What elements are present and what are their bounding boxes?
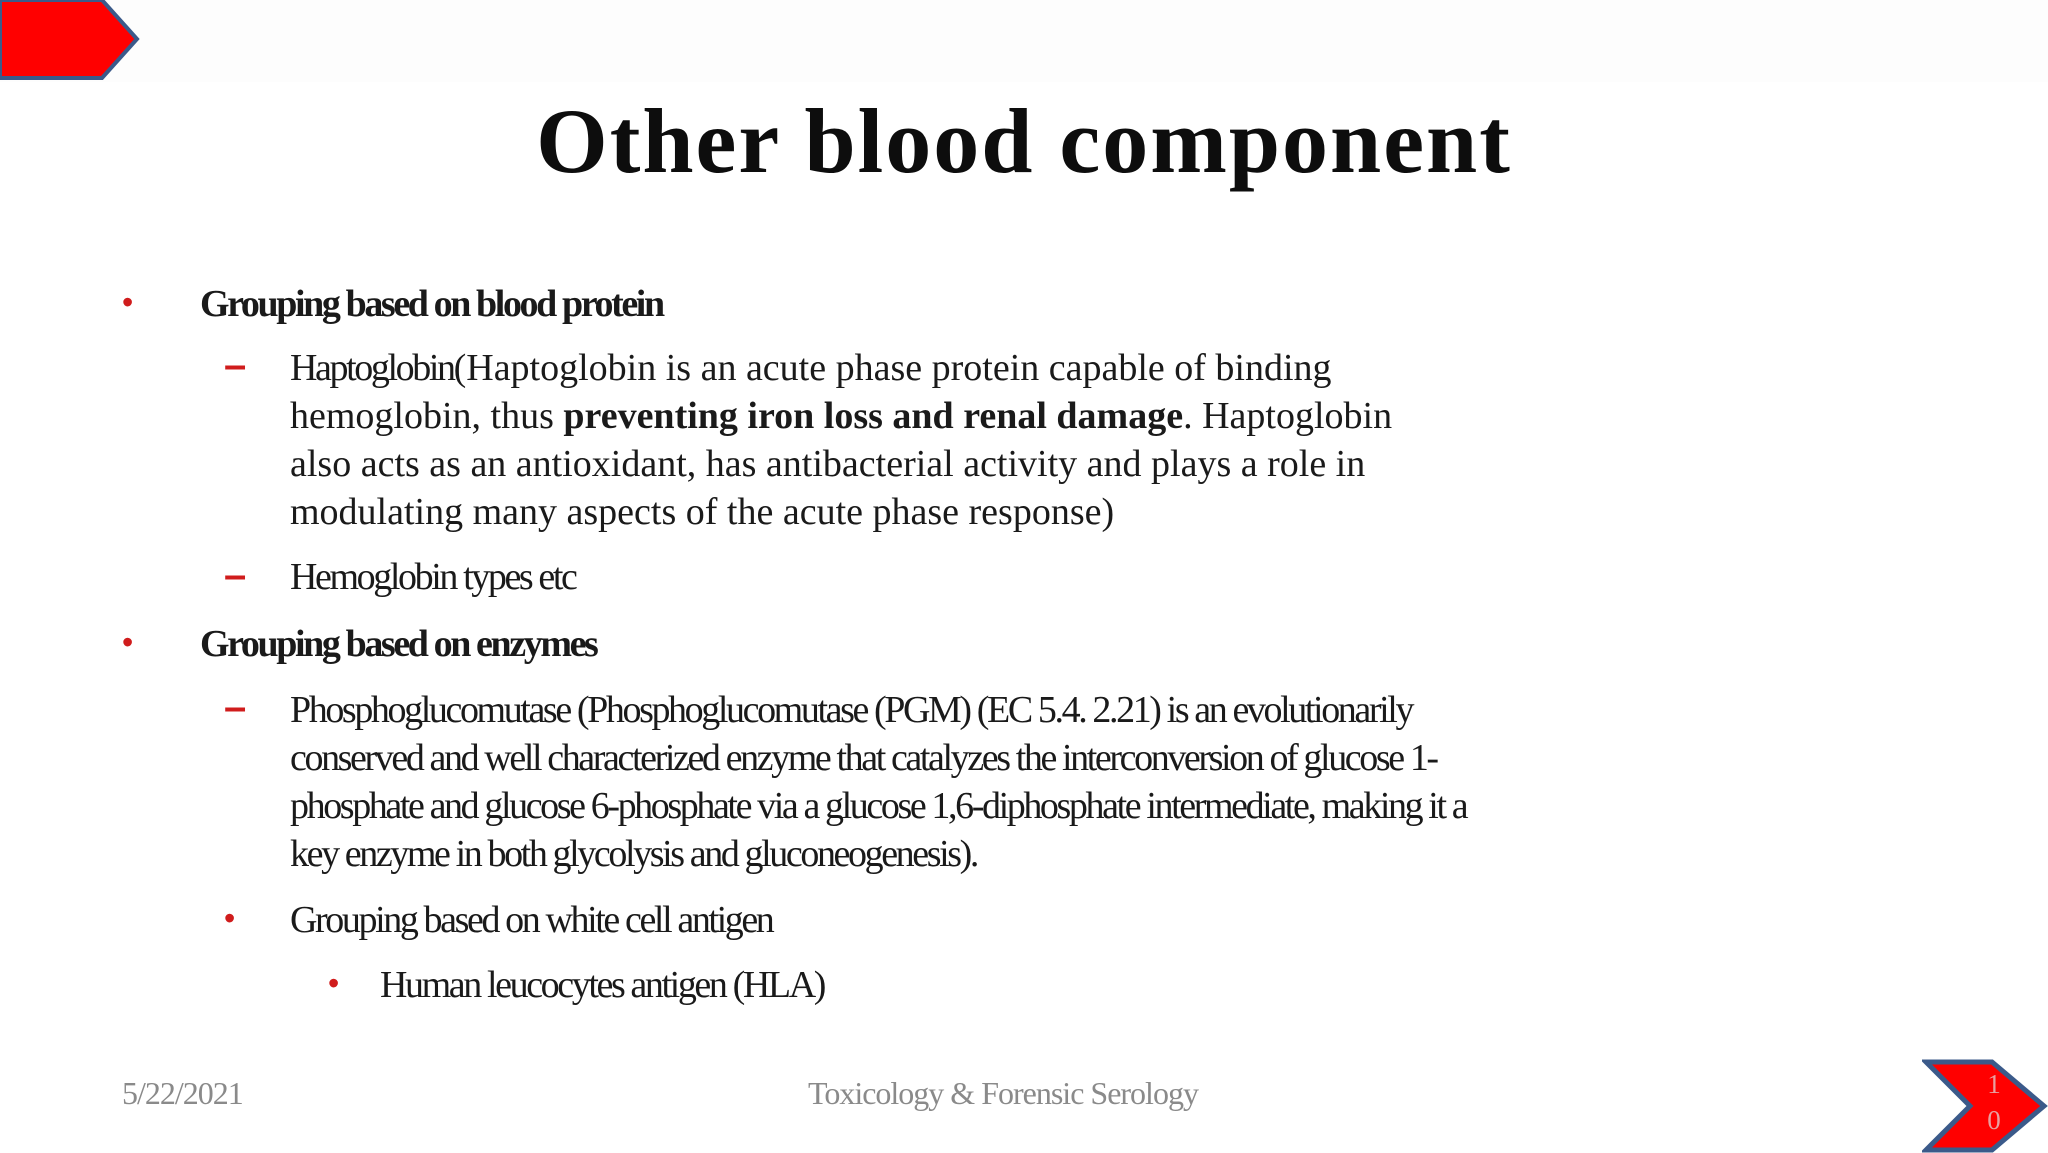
bullet-dot: • <box>224 900 236 936</box>
bullet-dash: – <box>224 685 247 729</box>
footer-center-text: Toxicology & Forensic Serology <box>808 1075 1198 1111</box>
haptoglobin-line-2 <box>290 392 1392 440</box>
pgm-line-4: key enzyme in both glycolysis and gluconeogenesis). <box>290 833 978 875</box>
pgm-line-3: phosphate and glucose 6-phosphate via a glucose 1,6-diphosphate intermediate, making it a <box>290 785 1467 827</box>
haptoglobin-text-a: (Haptoglobin is an acute phase protein capable of binding <box>453 347 1332 389</box>
page-number-digit-2: 0 <box>1987 1105 2001 1135</box>
haptoglobin-emphasis: preventing iron loss and renal damage <box>563 395 1184 437</box>
bullet-heading-enzymes: Grouping based on enzymes <box>200 623 597 665</box>
bullet-dash: – <box>224 553 247 597</box>
bullet-heading-protein: Grouping based on blood protein <box>200 283 663 325</box>
haptoglobin-lead: Haptoglobin <box>290 347 454 389</box>
haptoglobin-text-c: . Haptoglobin <box>1183 395 1393 437</box>
hemoglobin-types: Hemoglobin types etc <box>290 556 576 598</box>
pgm-line-1: Phosphoglucomutase (Phosphoglucomutase (PGM) (EC 5.4. 2.21) is an evolutionarily <box>290 689 1413 731</box>
page-number <box>1982 1066 2006 1138</box>
haptoglobin-text-b: hemoglobin, thus <box>290 395 564 437</box>
pgm-line-2: conserved and well characterized enzyme that catalyzes the interconversion of glucose 1- <box>290 737 1437 779</box>
sub-bullet-white-cell: Grouping based on white cell antigen <box>290 899 773 941</box>
bullet-dot: • <box>122 284 134 320</box>
bullet-dash: – <box>224 343 247 387</box>
bullet-dot: • <box>328 965 340 1001</box>
haptoglobin-line-3: also acts as an antioxidant, has antibacterial activity and plays a role in <box>290 443 1366 485</box>
haptoglobin-line-4: modulating many aspects of the acute phase response) <box>290 491 1115 533</box>
footer-date: 5/22/2021 <box>122 1075 243 1111</box>
sub-sub-bullet-hla: Human leucocytes antigen (HLA) <box>380 964 824 1006</box>
haptoglobin-line-1 <box>290 344 1332 392</box>
bullet-dot: • <box>122 624 134 660</box>
slide-title: Other blood component <box>536 90 1512 192</box>
page-number-digit-1: 1 <box>1987 1069 2001 1099</box>
